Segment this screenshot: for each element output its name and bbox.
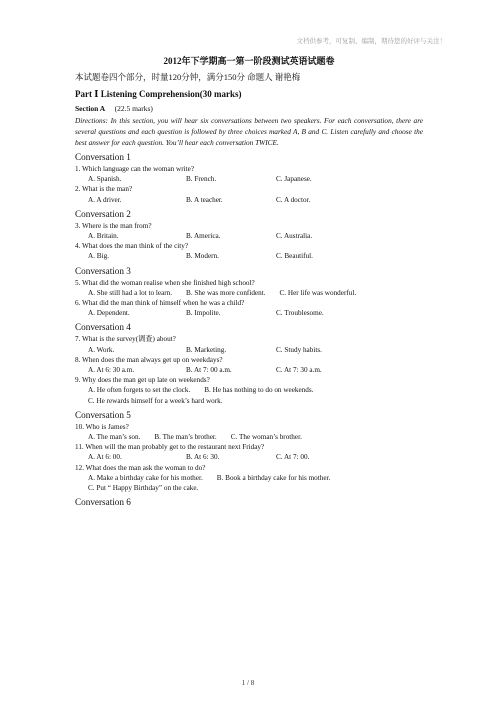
question-text: 4. What does the man think of the city? (75, 242, 189, 251)
answer-option: C. Troublesome. (276, 309, 324, 318)
answer-options (88, 251, 423, 261)
answer-options (88, 288, 423, 298)
exam-title: 2012年下学期高一第一阶段测试英语试题卷 (163, 56, 335, 66)
answer-option: C. Her life was wonderful. (279, 288, 357, 297)
answer-options (88, 432, 423, 442)
conversation-heading: Conversation 6 (75, 497, 131, 508)
conversation-heading: Conversation 2 (75, 208, 131, 219)
answer-option: B. He has nothing to do on weekends. (204, 386, 314, 395)
question-text: 7. What is the survey(调查) about? (75, 335, 176, 344)
question-text: 12. What does the man ask the woman to do? (75, 463, 206, 472)
answer-option: B. America. (186, 232, 221, 241)
question-text: 5. What did the woman realise when she finished high school? (75, 278, 255, 287)
question-text: 9. Why does the man get up late on weekends? (75, 376, 210, 385)
header-note: 文档供参考，可复制、编制，期待您的好评与关注！ (296, 37, 446, 45)
question-text: 8. When does the man always get up on weekdays? (75, 355, 223, 364)
directions: Directions: In this section, you will hear six conversations between two speakers. For each conversation, there are several questions and each question is followed by three choices marked A, B and C. Listen carefully and choose the best answer for each question. You’ll hear each conversation TWICE. (75, 116, 423, 147)
answer-option: C. Beautiful. (276, 252, 313, 261)
answer-options (88, 365, 423, 375)
answer-option: A. Britain. (88, 232, 119, 241)
answer-option: B. At 7: 00 a.m. (186, 366, 232, 375)
section-label: Section A (75, 104, 106, 113)
answer-option: B. Impolite. (186, 309, 221, 318)
answer-options (88, 452, 423, 462)
question-text: 3. Where is the man from? (75, 221, 152, 230)
question-text: 2. What is the man? (75, 185, 133, 194)
conversation-heading: Conversation 3 (75, 265, 131, 276)
answer-option: B. Book a birthday cake for his mother. (216, 473, 331, 482)
section-heading (75, 104, 423, 113)
answer-option: C. At 7: 00. (276, 453, 310, 462)
answer-option: B. She was more confident. (186, 288, 266, 297)
answer-option: A. She still had a lot to learn. (88, 288, 173, 297)
answer-option: A. Big. (88, 252, 109, 261)
answer-option: A. At 6: 00. (88, 453, 122, 462)
answer-options (88, 174, 423, 184)
answer-option: B. A teacher. (186, 195, 223, 204)
answer-options (88, 195, 423, 205)
answer-options (88, 308, 423, 318)
answer-option: A. Work. (88, 345, 115, 354)
exam-info: 本试题卷四个部分，时量120分钟，满分150分 命题人 谢艳梅 (75, 72, 301, 82)
answer-option: C. Australia. (276, 232, 313, 241)
conversation-list (75, 152, 423, 507)
question-text: 1. Which language can the woman write? (75, 165, 195, 173)
answer-option: B. At 6: 30. (186, 453, 220, 462)
page-number: 1 / 8 (241, 679, 255, 687)
question-text: 10. Who is James? (75, 422, 129, 431)
answer-option: A. Dependent. (88, 309, 130, 318)
answer-option: C. He rewards himself for a week’s hard work. (88, 396, 223, 405)
answer-option: A. A driver. (88, 195, 122, 204)
answer-option: C. A doctor. (276, 195, 311, 204)
answer-option: C. The woman’s brother. (230, 433, 302, 442)
answer-option: C. At 7: 30 a.m. (276, 366, 322, 375)
answer-option: C. Japanese. (276, 175, 312, 184)
answer-option: A. At 6: 30 a.m. (88, 366, 135, 375)
document-body (75, 54, 423, 509)
answer-options (88, 231, 423, 241)
answer-option: B. Marketing. (186, 345, 227, 354)
question-text: 11. When will the man probably get to the restaurant next Friday? (75, 443, 265, 452)
section-marks: (22.5 marks) (114, 104, 153, 113)
conversation-heading: Conversation 1 (75, 152, 131, 162)
answer-option: B. Modern. (186, 252, 219, 261)
conversation-heading: Conversation 4 (75, 322, 131, 333)
question-text: 6. What did the man think of himself when he was a child? (75, 299, 245, 308)
conversation-heading: Conversation 5 (75, 409, 131, 420)
answer-option: B. French. (186, 175, 217, 184)
answer-options (88, 345, 423, 355)
answer-option: A. Spanish. (88, 175, 122, 184)
answer-options (88, 473, 423, 483)
answer-option: C. Study habits. (276, 345, 322, 354)
answer-options (88, 385, 423, 395)
answer-option: A. Make a birthday cake for his mother. (88, 473, 203, 482)
answer-option: A. He often forgets to set the clock. (88, 386, 191, 395)
answer-option: C. Put “ Happy Birthday” on the cake. (88, 484, 199, 493)
part-heading: Part Ⅰ Listening Comprehension(30 marks) (75, 89, 242, 99)
answer-option: B. The man’s brother. (154, 433, 217, 442)
answer-option: A. The man’s son. (88, 433, 141, 442)
